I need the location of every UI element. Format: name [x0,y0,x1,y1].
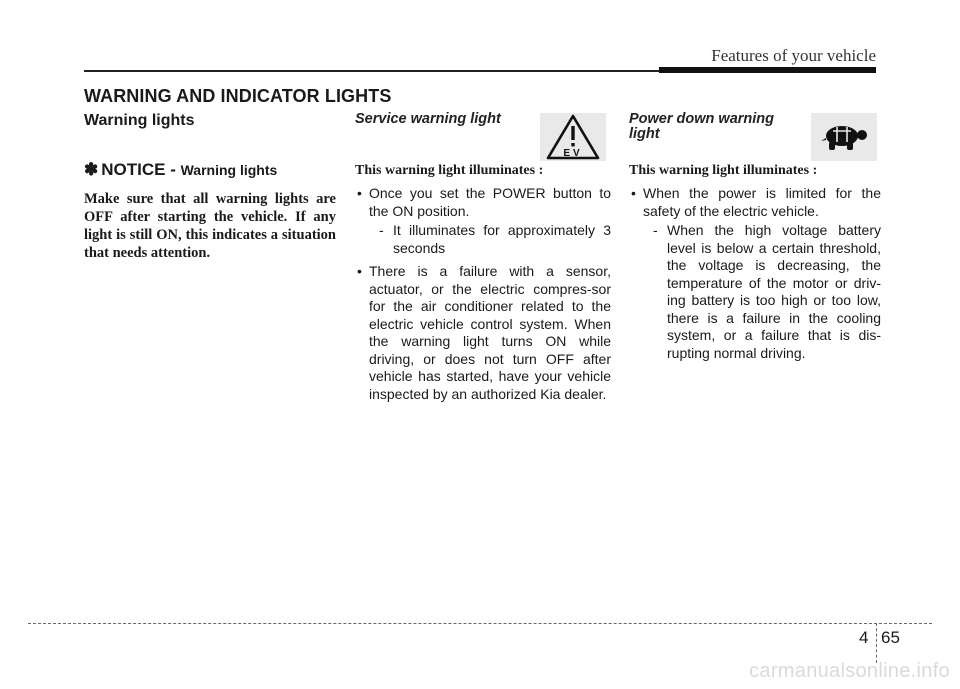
service-illuminates-label: This warning light illuminates : [355,163,544,178]
column-warning-lights [84,110,336,262]
footer-divider [876,623,877,663]
power-conditions-list [629,185,881,362]
notice-text: Make sure that all warning lights are OFF after starting the vehicle. If any light is still ON, this indicates a situation that needs attention. [84,191,336,261]
page-number: 65 [881,628,900,647]
list-item [355,263,611,403]
power-dash-1: - When the high voltage battery level is below a certain threshold, the voltage is decreasing, the temperature of the motor or driv-ing battery is too high or too low, there is a failure in the cooling system, or a failure that is dis-rupting normal driving. [653,222,881,361]
footer-rule [28,623,932,624]
list-item [629,185,881,362]
header-rule-accent [659,67,876,73]
warning-lights-heading: Warning lights [84,112,195,129]
service-dash-1: - It illuminates for approximately 3 seconds [379,222,611,256]
service-warning-ev-icon [540,113,606,161]
service-dash-1-text: It illuminates for approximately 3 seconds [393,222,611,256]
service-warning-title: Service warning light [355,111,501,127]
section-header-title: Features of your vehicle [711,46,876,65]
notice-label: NOTICE - [101,160,176,179]
chapter-number: 4 [859,628,869,647]
power-illuminates-label: This warning light illuminates : [629,163,818,178]
turtle-icon [811,113,877,161]
page-title: WARNING AND INDICATOR LIGHTS [84,86,392,106]
power-bullet-1: When the power is limited for the safety of the electric vehicle. [643,185,881,219]
power-down-title: Power down warning light [629,111,775,142]
notice-subtitle: Warning lights [180,162,278,178]
watermark: carmanualsonline.info [749,660,950,682]
notice-star-icon: ✽ [84,160,99,179]
header-rule [84,70,659,72]
notice-heading [84,160,336,180]
service-bullet-2: There is a failure with a sensor, actuator, or the electric compres-sor for the air conditioner related to the electric vehicle control system. When the warning light turns ON while driving, or does not turn OFF after vehicle has started, have your vehicle inspected by an authorized Kia dealer. [369,263,611,402]
ev-icon-text: EV [563,148,583,159]
power-dash-1-text: When the high voltage battery level is below a certain threshold, the voltage is decreasing, the temperature of the motor or driv-ing battery is too high or too low, there is a failure in the cooling system, or a failure that is dis-rupting normal driving. [667,222,881,361]
list-item [355,185,611,257]
service-bullet-1: Once you set the POWER button to the ON position. [369,185,611,219]
service-conditions-list [355,185,611,403]
